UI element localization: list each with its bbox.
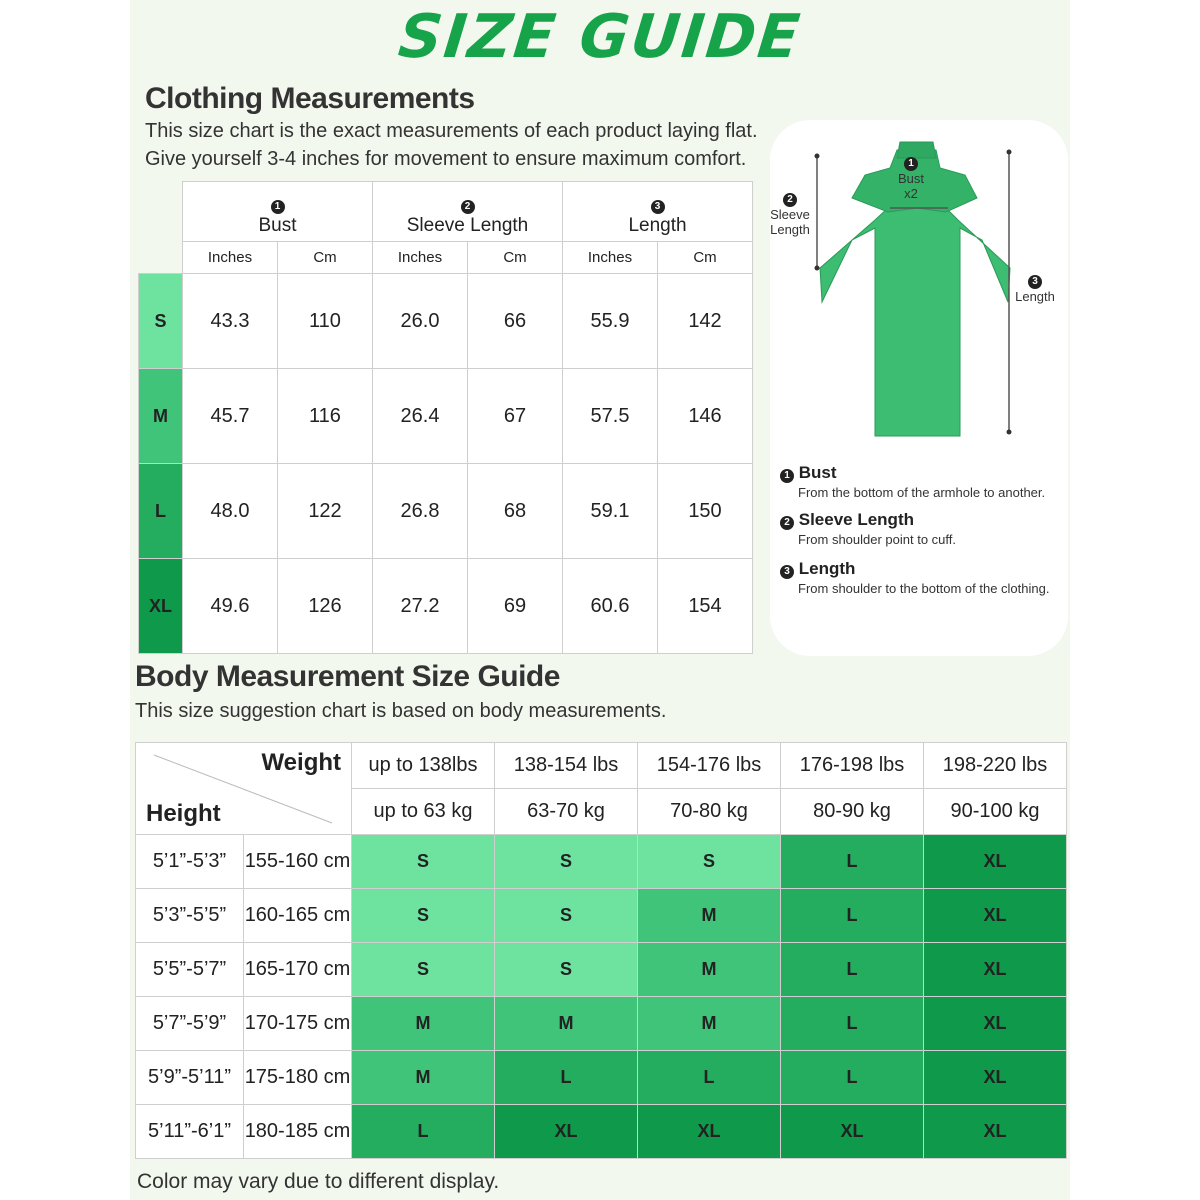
weight-kg-header: up to 63 kg: [352, 789, 495, 835]
size-cell: XL: [924, 889, 1067, 943]
number-badge: 3: [1028, 275, 1042, 289]
table-row: [136, 1051, 1067, 1105]
size-cell: M: [495, 997, 638, 1051]
number-badge: 1: [904, 157, 918, 171]
height-ft: 5’3”-5’5”: [136, 889, 244, 943]
note-desc: From the bottom of the armhole to another.: [798, 485, 1046, 500]
table-row: [136, 1105, 1067, 1159]
size-cell: L: [495, 1051, 638, 1105]
size-cell: XL: [638, 1105, 781, 1159]
weight-kg-header: 63-70 kg: [495, 789, 638, 835]
unit-header: Inches: [183, 242, 278, 274]
bust-label-text: Bust: [898, 171, 925, 186]
size-cell: XL: [924, 1105, 1067, 1159]
size-cell: L: [781, 943, 924, 997]
size-cell: XL: [495, 1105, 638, 1159]
height-cm: 175-180 cm: [244, 1051, 352, 1105]
note-title: Length: [798, 559, 856, 578]
height-cm: 165-170 cm: [244, 943, 352, 997]
table-cell: 69: [468, 559, 563, 654]
table-cell: 26.8: [373, 464, 468, 559]
size-cell: XL: [924, 835, 1067, 889]
height-ft: 5’9”-5’11”: [136, 1051, 244, 1105]
unit-header: Cm: [468, 242, 563, 274]
height-cm: 155-160 cm: [244, 835, 352, 889]
corner-header: [136, 743, 352, 835]
size-cell: XL: [781, 1105, 924, 1159]
bust-multiplier: x2: [904, 186, 918, 201]
clothing-desc-line2: Give yourself 3-4 inches for movement to ensure maximum comfort.: [145, 148, 747, 170]
size-cell: XL: [924, 997, 1067, 1051]
size-label: L: [139, 464, 183, 559]
height-cm: 180-185 cm: [244, 1105, 352, 1159]
clothing-measurements-table: [138, 181, 753, 654]
table-cell: 55.9: [563, 274, 658, 369]
footer-note: Color may vary due to different display.: [137, 1170, 500, 1193]
table-cell: 48.0: [183, 464, 278, 559]
unit-header: Cm: [278, 242, 373, 274]
table-cell: 68: [468, 464, 563, 559]
note-title: Bust: [798, 463, 837, 482]
table-cell: 27.2: [373, 559, 468, 654]
size-label: M: [139, 369, 183, 464]
note-desc: From shoulder point to cuff.: [798, 532, 957, 547]
size-cell: M: [638, 889, 781, 943]
bust-note: [780, 463, 1070, 500]
number-badge: 2: [780, 516, 794, 530]
clothing-desc-line1: This size chart is the exact measurements of each product laying flat.: [145, 120, 758, 142]
body-size-table: [135, 742, 1067, 1159]
weight-kg-header: 80-90 kg: [781, 789, 924, 835]
size-cell: M: [352, 1051, 495, 1105]
table-cell: 142: [658, 274, 753, 369]
length-label-text: Length: [1015, 289, 1055, 304]
clothing-heading: Clothing Measurements: [145, 82, 475, 115]
size-cell: XL: [924, 1051, 1067, 1105]
sleeve-note: [780, 510, 1070, 547]
sleeve-group-header: [373, 182, 563, 242]
size-cell: L: [781, 1051, 924, 1105]
height-ft: 5’7”-5’9”: [136, 997, 244, 1051]
unit-header: Cm: [658, 242, 753, 274]
group-label: Length: [628, 215, 687, 236]
sleeve-label-line1: Sleeve: [770, 207, 810, 222]
body-desc: This size suggestion chart is based on body measurements.: [135, 700, 667, 722]
size-cell: S: [352, 835, 495, 889]
table-cell: 126: [278, 559, 373, 654]
table-row: [136, 889, 1067, 943]
size-cell: L: [352, 1105, 495, 1159]
weight-kg-header: 70-80 kg: [638, 789, 781, 835]
size-cell: L: [781, 889, 924, 943]
weight-lbs-header: 154-176 lbs: [638, 743, 781, 789]
table-cell: 150: [658, 464, 753, 559]
table-cell: 67: [468, 369, 563, 464]
table-row: [136, 997, 1067, 1051]
weight-lbs-header: up to 138lbs: [352, 743, 495, 789]
table-cell: 154: [658, 559, 753, 654]
table-cell: 66: [468, 274, 563, 369]
table-row: [136, 943, 1067, 997]
size-cell: M: [638, 943, 781, 997]
sleeve-label-line2: Length: [770, 222, 810, 237]
table-cell: 60.6: [563, 559, 658, 654]
number-badge: 1: [780, 469, 794, 483]
table-cell: 116: [278, 369, 373, 464]
size-cell: L: [638, 1051, 781, 1105]
size-cell: L: [781, 835, 924, 889]
size-cell: L: [781, 997, 924, 1051]
height-ft: 5’11”-6’1”: [136, 1105, 244, 1159]
size-label: S: [139, 274, 183, 369]
height-ft: 5’5”-5’7”: [136, 943, 244, 997]
group-label: Bust: [258, 215, 297, 236]
bust-group-header: [183, 182, 373, 242]
group-label: Sleeve Length: [406, 215, 529, 236]
weight-lbs-header: 138-154 lbs: [495, 743, 638, 789]
size-cell: S: [352, 943, 495, 997]
number-badge: 3: [651, 200, 665, 214]
size-cell: S: [352, 889, 495, 943]
table-cell: 122: [278, 464, 373, 559]
length-group-header: [563, 182, 753, 242]
bust-diagram-label: [898, 154, 924, 201]
number-badge: 1: [271, 200, 285, 214]
number-badge: 2: [461, 200, 475, 214]
table-cell: 110: [278, 274, 373, 369]
table-cell: 57.5: [563, 369, 658, 464]
note-desc: From shoulder to the bottom of the clothing.: [798, 581, 1050, 596]
number-badge: 3: [780, 565, 794, 579]
size-cell: S: [495, 835, 638, 889]
height-cm: 170-175 cm: [244, 997, 352, 1051]
table-cell: 43.3: [183, 274, 278, 369]
table-cell: 146: [658, 369, 753, 464]
height-label: Height: [146, 800, 221, 827]
size-cell: M: [352, 997, 495, 1051]
size-cell: S: [638, 835, 781, 889]
length-note: [780, 559, 1070, 596]
note-title: Sleeve Length: [798, 510, 914, 529]
size-label: XL: [139, 559, 183, 654]
size-cell: M: [638, 997, 781, 1051]
table-cell: 26.0: [373, 274, 468, 369]
weight-lbs-header: 198-220 lbs: [924, 743, 1067, 789]
weight-kg-header: 90-100 kg: [924, 789, 1067, 835]
size-cell: S: [495, 889, 638, 943]
size-cell: XL: [924, 943, 1067, 997]
table-cell: 45.7: [183, 369, 278, 464]
body-heading: Body Measurement Size Guide: [135, 660, 560, 693]
unit-header: Inches: [563, 242, 658, 274]
table-cell: 26.4: [373, 369, 468, 464]
table-cell: 59.1: [563, 464, 658, 559]
weight-lbs-header: 176-198 lbs: [781, 743, 924, 789]
page-title: SIZE GUIDE: [395, 2, 805, 72]
table-cell: 49.6: [183, 559, 278, 654]
unit-header: Inches: [373, 242, 468, 274]
length-diagram-label: [1008, 272, 1062, 304]
sleeve-diagram-label: [764, 190, 816, 237]
number-badge: 2: [783, 193, 797, 207]
weight-label: Weight: [261, 749, 341, 776]
table-row: [136, 835, 1067, 889]
size-cell: S: [495, 943, 638, 997]
height-ft: 5’1”-5’3”: [136, 835, 244, 889]
height-cm: 160-165 cm: [244, 889, 352, 943]
